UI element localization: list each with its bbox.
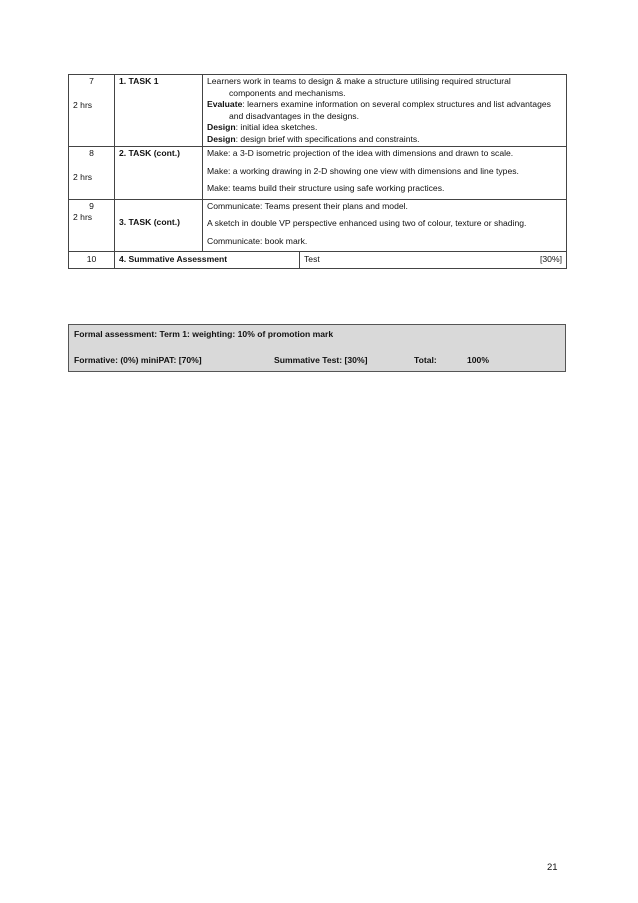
assessment-type: Test xyxy=(304,254,320,264)
activity-line: Communicate: book mark. xyxy=(207,235,308,246)
task-label: 3. TASK (cont.) xyxy=(119,216,180,227)
activity-line: Design: initial idea sketches. xyxy=(207,122,318,132)
task-cell xyxy=(115,199,203,252)
formal-assessment-box xyxy=(68,324,566,372)
summative-weight: Summative Test: [30%] xyxy=(274,355,368,365)
activity-line: Make: teams build their structure using safe working practices. xyxy=(207,183,445,193)
week-cell xyxy=(69,147,115,200)
task-label: 4. Summative Assessment xyxy=(119,254,228,264)
formative-weight: Formative: (0%) miniPAT: [70%] xyxy=(74,355,202,365)
activities-cell xyxy=(203,75,567,147)
activity-line: Evaluate: learners examine information on several complex structures and list advantages xyxy=(207,99,551,109)
total-label: Total: xyxy=(414,355,437,365)
activity-line: Make: a 3-D isometric projection of the idea with dimensions and drawn to scale. xyxy=(207,148,514,158)
week-number: 7 xyxy=(89,76,94,86)
week-cell xyxy=(69,75,115,147)
assessment-percent: [30%] xyxy=(540,254,562,264)
page-number: 21 xyxy=(547,862,558,873)
hours-label: 2 hrs xyxy=(73,99,93,110)
table-row xyxy=(69,199,567,252)
week-number: 10 xyxy=(86,254,97,264)
activities-cell xyxy=(203,147,567,200)
activities-cell xyxy=(203,199,567,252)
task-cell xyxy=(115,75,203,147)
week-number: 9 xyxy=(89,200,94,211)
week-cell xyxy=(69,199,115,252)
activity-label: Evaluate xyxy=(207,99,243,109)
formal-assessment-weights xyxy=(74,355,560,367)
activity-label: Design xyxy=(207,122,236,132)
activity-line: A sketch in double VP perspective enhanced using two of colour, texture or shading. xyxy=(207,218,527,228)
task-cell xyxy=(115,252,300,269)
task-label: 2. TASK (cont.) xyxy=(119,148,180,158)
week-number: 8 xyxy=(89,148,94,158)
activity-line: Design: design brief with specifications and constraints. xyxy=(207,133,420,144)
table-row xyxy=(69,147,567,200)
activity-line: components and mechanisms. xyxy=(229,87,346,98)
activity-line: and disadvantages in the designs. xyxy=(229,110,359,121)
table-row xyxy=(69,75,567,147)
formal-assessment-title: Formal assessment: Term 1: weighting: 10% of promotion mark xyxy=(74,329,334,339)
assessment-cell xyxy=(300,252,567,269)
activity-line: Make: a working drawing in 2-D showing one view with dimensions and line types. xyxy=(207,165,519,176)
table-row xyxy=(69,252,567,269)
week-cell xyxy=(69,252,115,269)
hours-label: 2 hrs xyxy=(73,212,93,222)
work-schedule-table xyxy=(68,74,567,269)
activity-label: Design xyxy=(207,133,236,144)
hours-label: 2 hrs xyxy=(73,171,93,182)
task-cell xyxy=(115,147,203,200)
total-value: 100% xyxy=(467,355,489,365)
task-label: 1. TASK 1 xyxy=(119,76,159,86)
activity-line: Learners work in teams to design & make a structure utilising required structural xyxy=(207,76,511,86)
activity-line: Communicate: Teams present their plans and model. xyxy=(207,200,408,211)
